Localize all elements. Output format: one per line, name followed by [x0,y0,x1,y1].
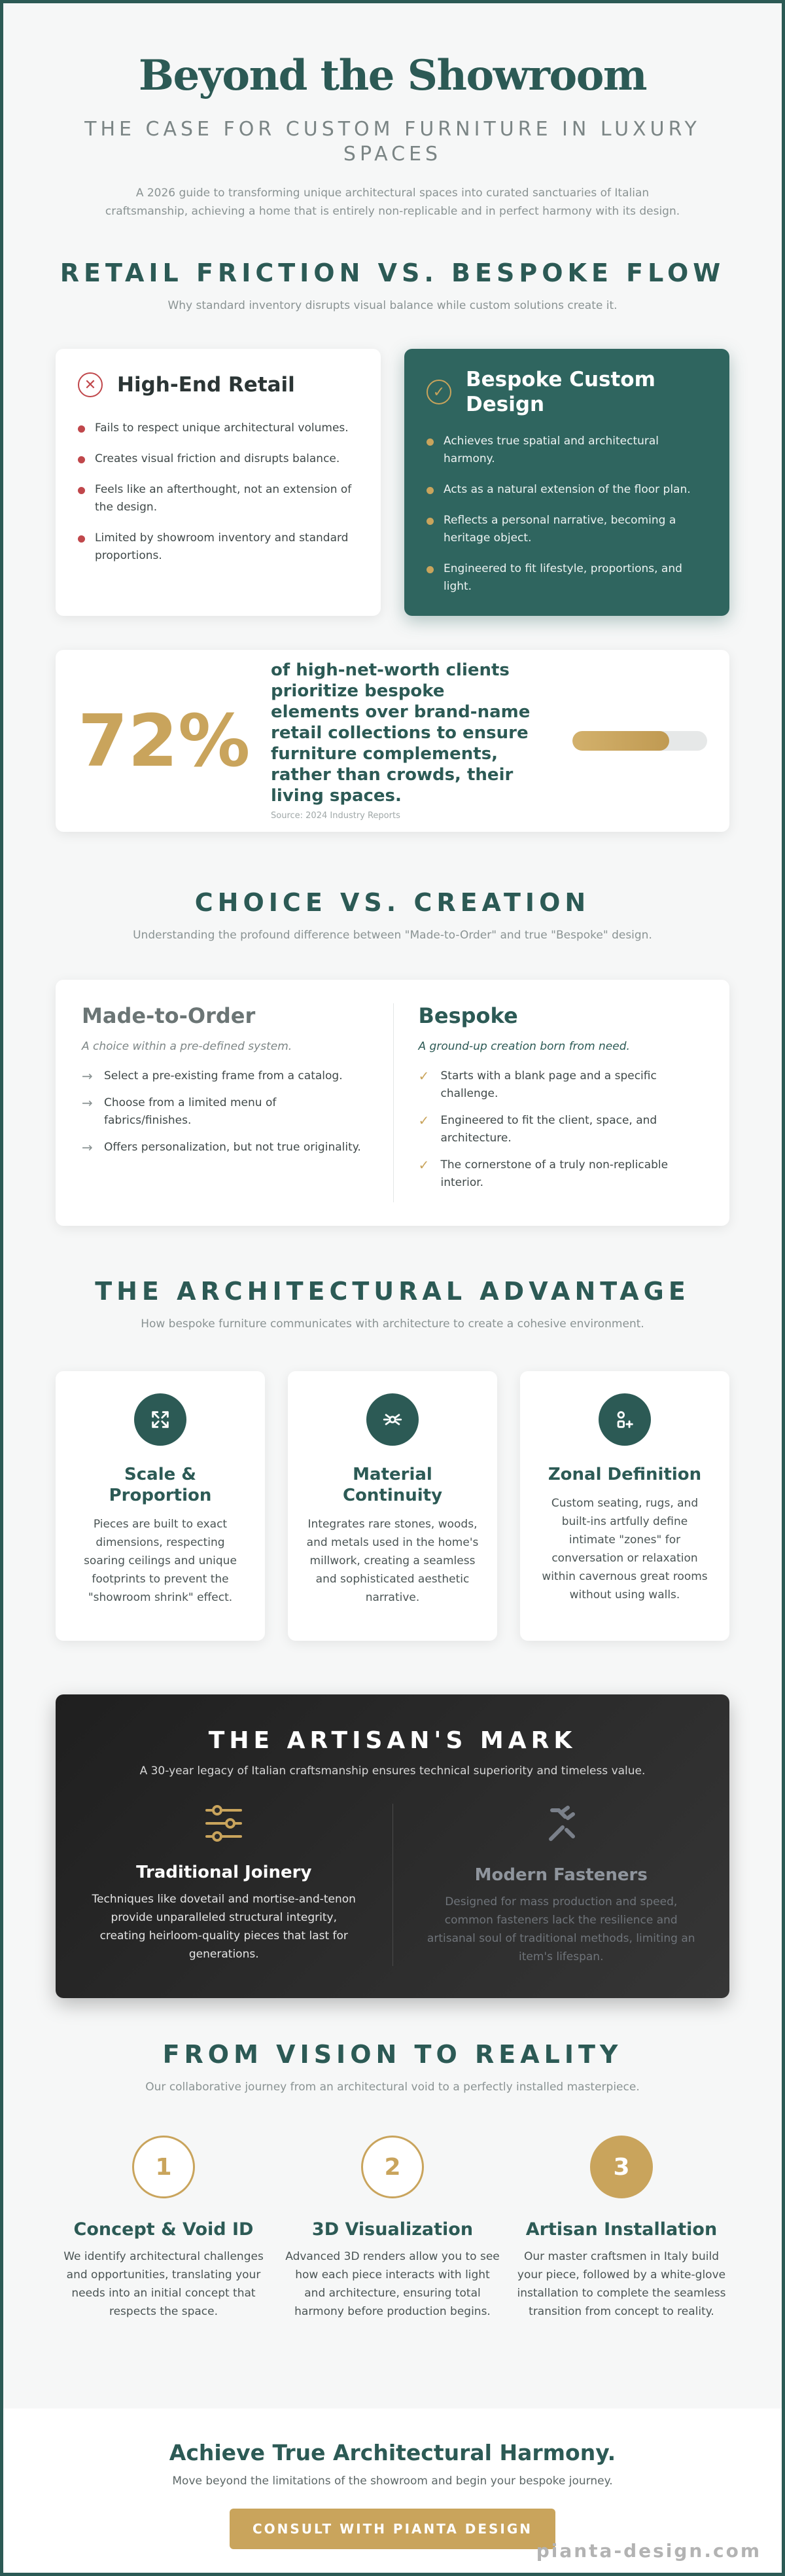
advantage-title: THE ARCHITECTURAL ADVANTAGE [95,1277,690,1306]
retail-title: High-End Retail [117,373,295,397]
check-icon: ✓ [418,1068,430,1084]
retail-point: Fails to respect unique architectural volumes. [78,420,358,437]
material-swatch-icon [366,1393,419,1446]
list-item: ✓ The cornerstone of a truly non-replicable interior. [418,1157,669,1189]
step-number: 2 [361,2136,424,2198]
process-section [56,2040,729,2321]
modern-title: Modern Fasteners [474,1865,648,1885]
choice-subtitle: Understanding the profound difference between "Made-to-Order" and true "Bespoke" design. [133,929,652,942]
material-title: Material Continuity [342,1465,443,1505]
check-icon: ✓ [418,1157,430,1173]
compare-card [56,980,729,1226]
friction-title: RETAIL FRICTION VS. BESPOKE FLOW [60,259,725,287]
bespoke-column [393,1003,704,1202]
choice-title: CHOICE VS. CREATION [194,888,591,917]
step-title: 3D Visualization [311,2219,474,2240]
footer-title: Achieve True Architectural Harmony. [169,2440,616,2465]
scale-title: Scale & Proportion [109,1465,212,1505]
bespoke-card [404,349,729,616]
bespoke-column-title: Bespoke [418,1003,518,1028]
stat-value: 72% [78,699,251,783]
zonal-card [520,1371,729,1641]
traditional-title: Traditional Joinery [136,1863,312,1882]
retail-point: Creates visual friction and disrupts balance. [78,450,358,468]
stat-progress-fill [572,731,669,751]
process-title: FROM VISION TO REALITY [162,2040,623,2069]
friction-subtitle: Why standard inventory disrupts visual balance while custom solutions create it. [167,299,618,312]
page-subtitle: THE CASE FOR CUSTOM FURNITURE IN LUXURY SPACES [84,118,701,166]
modern-fasteners [392,1804,730,1966]
stat-text: of high-net-worth clients prioritize bespoke elements over brand-name retail collections to ensure furniture complements, rather than crowds, their living spaces. [271,660,531,806]
bespoke-point: Achieves true spatial and architectural harmony. [427,433,707,468]
process-step [56,2136,271,2321]
sliders-icon [203,1833,245,1846]
friction-section [56,259,729,832]
list-item: → Select a pre-existing frame from a catalog. [82,1068,343,1084]
stat-card [56,650,729,832]
choice-section [56,888,729,1226]
bespoke-point: Acts as a natural extension of the floor plan. [427,481,707,499]
made-to-order-title: Made-to-Order [82,1003,256,1028]
x-circle-icon: ✕ [78,372,103,397]
bespoke-tagline: A ground-up creation born from need. [418,1040,630,1053]
process-step [285,2136,500,2321]
zonal-text: Custom seating, rugs, and built-ins artfully define intimate "zones" for conversation or relaxation within cavernous great rooms without using walls. [542,1497,708,1601]
artisan-title: THE ARTISAN'S MARK [208,1727,577,1754]
bespoke-point: Engineered to fit lifestyle, proportions, and light. [427,560,707,596]
process-subtitle: Our collaborative journey from an architectural void to a perfectly installed masterpiece. [145,2081,640,2094]
made-to-order-column [82,1003,393,1202]
step-title: Concept & Void ID [73,2219,254,2240]
list-item: ✓ Starts with a blank page and a specific challenge. [418,1068,657,1100]
consult-button[interactable]: CONSULT WITH PIANTA DESIGN [230,2509,555,2549]
artisan-section [56,1694,729,1998]
footer-text: Move beyond the limitations of the showroom and begin your bespoke journey. [172,2475,613,2488]
step-number: 3 [590,2136,653,2198]
advantage-subtitle: How bespoke furniture communicates with architecture to create a cohesive environment. [141,1317,644,1331]
step-text: Advanced 3D renders allow you to see how each piece interacts with light and architecture, ensuring total harmony before production begins. [285,2250,500,2318]
step-title: Artisan Installation [525,2219,718,2240]
retail-card [56,349,381,616]
footer [0,2408,785,2576]
stat-progress-bar [572,731,707,751]
traditional-joinery [56,1804,392,1966]
check-icon: ✓ [418,1113,430,1128]
check-circle-icon: ✓ [427,380,451,404]
scale-card [56,1371,265,1641]
arrow-right-icon: → [82,1139,93,1155]
retail-point: Feels like an afterthought, not an extension of the design. [78,481,358,516]
retail-point: Limited by showroom inventory and standard proportions. [78,529,358,565]
arrow-right-icon: → [82,1068,93,1084]
bespoke-title: Bespoke Custom Design [466,368,655,416]
modern-text: Designed for mass production and speed, common fasteners lack the resilience and artisanal soul of traditional methods, limiting an item's lifespan. [427,1895,695,1963]
traditional-text: Techniques like dovetail and mortise-and-tenon provide unparalleled structural integrity, creating heirloom-quality pieces that last for generations. [92,1893,356,1961]
step-number: 1 [132,2136,195,2198]
advantage-section [56,1277,729,1641]
intro-text: A 2026 guide to transforming unique architectural spaces into curated sanctuaries of Italian craftsmanship, achieving a home that is entirely non-replicable and in perfect harmony with its design. [105,187,680,218]
broken-wrench-icon [540,1836,582,1848]
hero [56,0,729,221]
made-to-order-tagline: A choice within a pre-defined system. [82,1040,292,1053]
process-step [514,2136,729,2321]
stat-source: Source: 2024 Industry Reports [271,811,400,821]
step-text: We identify architectural challenges and opportunities, translating your needs into an initial concept that respects the space. [63,2250,264,2318]
scale-text: Pieces are built to exact dimensions, respecting soaring ceilings and unique footprints to prevent the "showroom shrink" effect. [84,1518,237,1604]
arrow-right-icon: → [82,1095,93,1111]
expand-arrows-icon [134,1393,186,1446]
list-item: → Choose from a limited menu of fabrics/finishes. [82,1095,277,1127]
site-domain: pianta-design.com [536,2540,761,2562]
bespoke-point: Reflects a personal narrative, becoming a heritage object. [427,512,707,547]
list-item: ✓ Engineered to fit the client, space, and architecture. [418,1113,657,1145]
page-title: Beyond the Showroom [138,51,647,100]
material-text: Integrates rare stones, woods, and metals used in the home's millwork, creating a seamless and sophisticated aesthetic narrative. [306,1518,479,1604]
zonal-title: Zonal Definition [548,1465,702,1484]
list-item: → Offers personalization, but not true originality. [82,1139,361,1155]
material-card [288,1371,497,1641]
artisan-subtitle: A 30-year legacy of Italian craftsmanship ensures technical superiority and timeless value. [139,1764,646,1778]
step-text: Our master craftsmen in Italy build your piece, followed by a white-glove installation to complete the seamless transition from concept to reality. [517,2250,726,2318]
zones-icon [599,1393,651,1446]
